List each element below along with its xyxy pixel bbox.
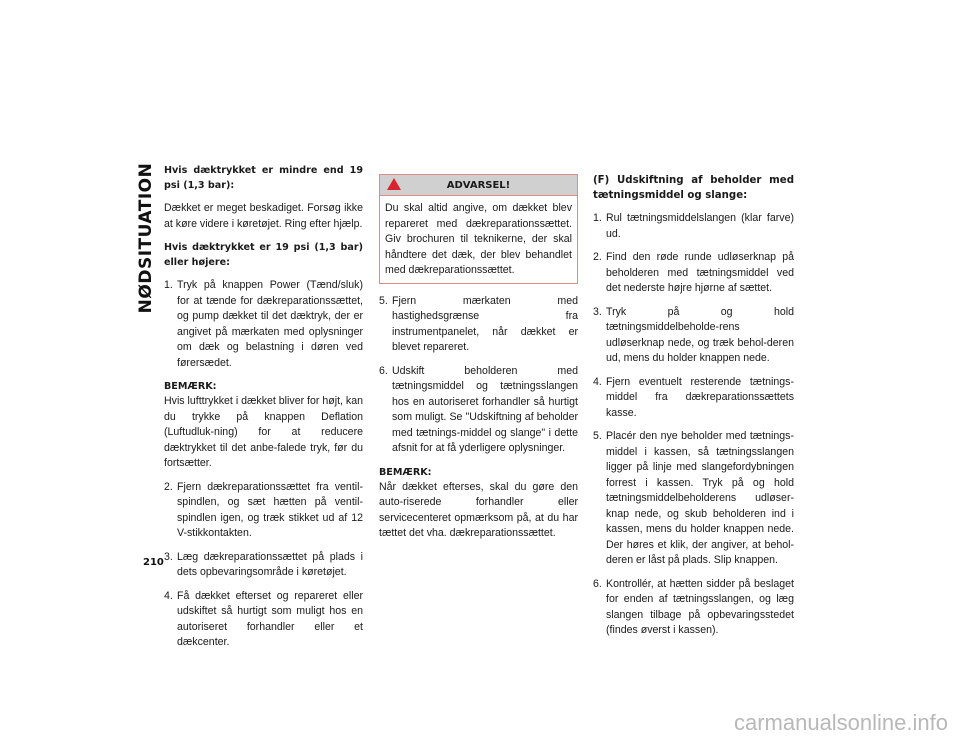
list-item	[379, 294, 578, 356]
list-text: Placér den nye beholder med tætnings-middel i kassen, så tætningsslangen ligger på linje med slangefordybningen forrest i kassen. Tryk på og hold tætningsmiddelbeholderens udløser-knap nede, og skub beholderen ind i kassen, mens du holder knappen nede. Der høres et klik, der angiver, at behol-deren er låst på plads. Slip knappen.	[606, 430, 794, 566]
list-text: Udskift beholderen med tætningsmiddel og tætningsslangen hos en autoriseret forhandler så hurtigt som muligt. Se "Udskiftning af beholder med tætnings-middel og slange" i dette afsnit for at få yderligere oplysninger.	[392, 364, 578, 454]
list-item	[593, 211, 794, 242]
list-number: 2.	[164, 480, 173, 493]
list-item	[593, 577, 794, 639]
list-number: 3.	[164, 550, 173, 563]
heading-high-pressure: Hvis dæktrykket er 19 psi (1,3 bar) eller højere:	[164, 242, 363, 268]
list-item	[593, 250, 794, 297]
list-number: 1.	[164, 279, 173, 291]
list-number: 4.	[593, 375, 602, 388]
column-right	[593, 173, 794, 647]
list-item	[164, 550, 363, 581]
list-text: Fjern eventuelt resterende tætnings-middel fra dækreparationssættets kasse.	[606, 375, 794, 419]
heading-replacement: (F) Udskiftning af beholder med tætningsmiddel og slange:	[593, 175, 794, 201]
list-text: Fjern dækreparationssættet fra ventil-spindlen, og sæt hætten på ventil-spindlen igen, og træk stikket ud af 12 V-stikkontakten.	[177, 480, 363, 539]
footer-watermark[interactable]: carmanualsonline.info	[733, 710, 948, 735]
list-text: Find den røde runde udløserknap på beholderen med tætningsmiddel ved det nederste højre hjørne af sættet.	[606, 251, 794, 294]
note-label: BEMÆRK:	[164, 381, 217, 392]
page-number: 210	[143, 557, 164, 568]
list-number: 6.	[593, 577, 602, 590]
list-item	[379, 364, 578, 457]
section-title	[133, 162, 159, 314]
list-text: Tryk på og hold tætningsmiddelbeholde-rens udløserknap nede, og træk behol-deren ud, mens du holder knappen nede.	[606, 305, 794, 364]
list-number: 5.	[379, 294, 388, 307]
list-text: Kontrollér, at hætten sidder på beslaget for enden af tætningsslangen, og læg slangen tilbage på opbevaringsstedet (findes øverst i kassen).	[606, 577, 794, 636]
list-item	[593, 305, 794, 367]
list-item	[593, 375, 794, 422]
paragraph-damaged: Dækket er meget beskadiget. Forsøg ikke at køre videre i køretøjet. Ring efter hjælp.	[164, 202, 363, 230]
warning-header	[380, 175, 577, 196]
note-label: BEMÆRK:	[379, 466, 432, 478]
list-number: 6.	[379, 364, 388, 377]
column-middle	[379, 174, 578, 550]
warning-text: Du skal altid angive, om dækket blev repareret med dækreparationssættet. Giv brochuren til teknikerne, der skal håndtere det dæk, der blev behandlet med dækreparationssættet.	[385, 202, 572, 276]
list-number: 5.	[593, 430, 602, 442]
list-text: Læg dækreparationssættet på plads i dets opbevaringsområde i køretøjet.	[177, 550, 363, 578]
list-text: Tryk på knappen Power (Tænd/sluk) for at tænde for dækreparationssættet, og pump dækket til det dæktryk, der er angivet på mærkaten med oplysninger om dæk og belastning i døren ved førersædet.	[177, 279, 363, 369]
column-left	[164, 163, 363, 659]
note-text: Hvis lufttrykket i dækket bliver for højt, kan du trykke på knappen Deflation (Luftudluk-ning) for at reducere dæktrykket til det anbe-falede tryk, før du fortsætter.	[164, 395, 363, 469]
list-item	[593, 429, 794, 569]
list-number: 3.	[593, 305, 602, 318]
note-text: Når dækket efterses, skal du gøre den auto-riserede forhandler eller servicecenteret opmærksom på, at du har tættet det vha. dækreparationssættet.	[379, 480, 578, 539]
list-text: Fjern mærkaten med hastighedsgrænse fra instrumentpanelet, når dækket er blevet repareret.	[392, 294, 578, 353]
list-number: 1.	[593, 212, 602, 224]
list-text: Rul tætningsmiddelslangen (klar farve) ud.	[606, 212, 794, 240]
list-item	[164, 589, 363, 651]
list-item	[164, 480, 363, 542]
heading-low-pressure: Hvis dæktrykket er mindre end 19 psi (1,3 bar):	[164, 165, 363, 191]
section-title-text: NØDSITUATION	[136, 162, 156, 314]
list-number: 4.	[164, 589, 173, 602]
list-number: 2.	[593, 251, 602, 263]
warning-box	[379, 174, 578, 284]
list-text: Få dækket efterset og repareret eller udskiftet så hurtigt som muligt hos en autoriseret forhandler eller et dækcenter.	[177, 589, 363, 648]
list-item	[164, 278, 363, 371]
warning-title: ADVARSEL!	[446, 180, 511, 191]
